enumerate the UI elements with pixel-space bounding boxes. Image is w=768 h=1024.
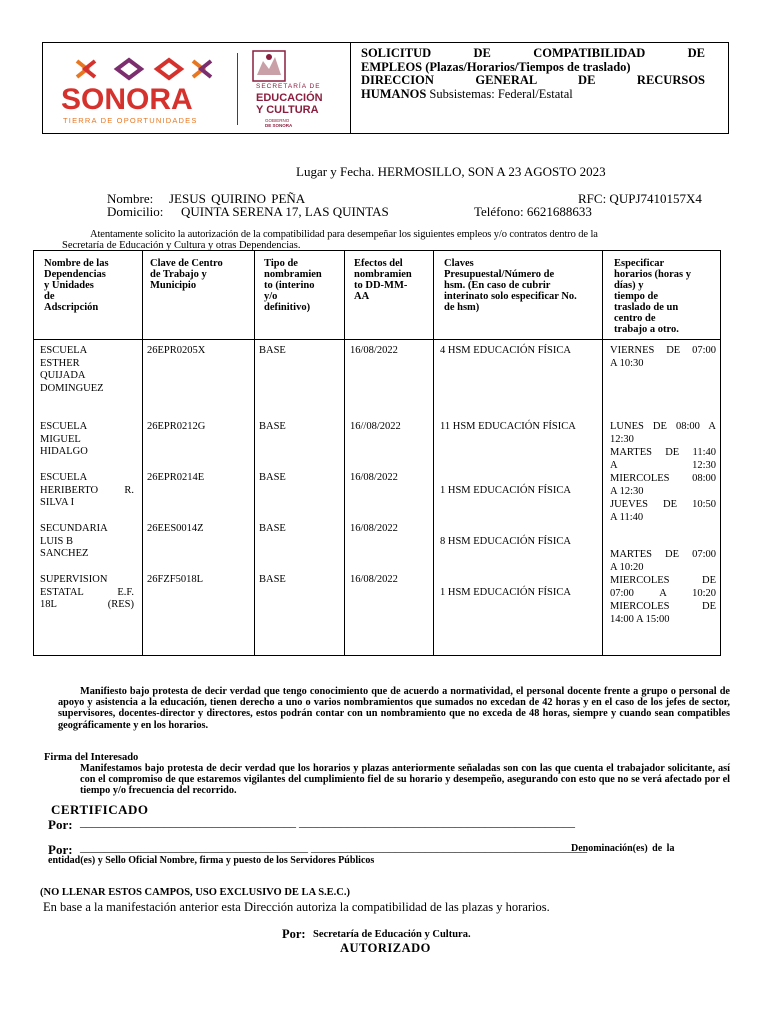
table-cell-hsm: 11 HSM EDUCACIÓN FÍSICA — [440, 421, 576, 432]
rfc: RFC: QUPJ7410157X4 — [578, 191, 702, 206]
no-llenar-notice: (NO LLENAR ESTOS CAMPOS, USO EXCLUSIVO DE LA S.E.C.) — [40, 887, 350, 898]
table-cell-tipo: BASE — [259, 472, 286, 483]
table-cell-efectos: 16/08/2022 — [350, 345, 398, 356]
dependencia-line: ESCUELA — [40, 345, 88, 356]
logo-divider — [237, 53, 238, 125]
signature-line-1: ____________________________________ ______________________________________________ — [80, 815, 575, 829]
dependencia-line: ESCUELA — [40, 421, 88, 432]
header-claves-presupuestal — [444, 258, 594, 313]
horario-line: MIERCOLES 08:00 — [610, 473, 716, 484]
dependencia-line: ESCUELA — [40, 472, 88, 483]
table-cell-clave: 26EPR0205X — [147, 345, 206, 356]
domicilio-value: QUINTA SERENA 17, LAS QUINTAS — [181, 204, 389, 219]
title-subsistemas: Subsistemas: Federal/Estatal — [426, 86, 573, 101]
document-title — [361, 47, 705, 101]
header-line: tiempo de — [614, 291, 659, 302]
header-line: trabajo a otro. — [614, 324, 679, 335]
dependencia-line: ESTATAL E.F. — [40, 586, 134, 598]
horario-line: LUNES DE 08:00 A — [610, 421, 716, 432]
horario-line: A 10:30 — [610, 358, 644, 369]
header-line: to DD-MM- — [354, 280, 408, 291]
employment-table — [33, 250, 721, 656]
denominacion-line-1: Denominación(es) de la — [571, 843, 675, 854]
sonora-logo — [59, 53, 234, 127]
horario-line: MIERCOLES DE — [610, 601, 716, 612]
domicilio-label: Domicilio: — [107, 204, 164, 219]
header-line: nombramien — [264, 269, 322, 280]
header-clave — [150, 258, 246, 291]
header-line: de Trabajo y — [150, 269, 207, 280]
header-line: Especificar — [614, 258, 665, 269]
logo-cell — [43, 43, 351, 133]
sec-line2: EDUCACIÓN — [256, 92, 323, 104]
certificado-label: CERTIFICADO — [51, 802, 149, 817]
dependencia-line: SANCHEZ — [40, 548, 89, 559]
autoriza-text: En base a la manifestación anterior esta Dirección autoriza la compatibilidad de las plazas y horarios. — [43, 900, 550, 914]
horario-line: A 12:30 — [610, 486, 644, 497]
dependencia-line: MIGUEL — [40, 433, 81, 445]
title-line-2: EMPLEOS (Plazas/Horarios/Tiempos de traslado) — [361, 59, 631, 74]
gov-line2: DE SONORA — [265, 123, 293, 128]
horario-line: A 10:20 — [610, 562, 644, 573]
header-line: de hsm) — [444, 302, 480, 313]
header-line: Efectos del — [354, 258, 403, 269]
dependencia-line: LUIS B — [40, 535, 73, 547]
table-cell-hsm: 1 HSM EDUCACIÓN FÍSICA — [440, 485, 571, 496]
dependencia-line: ESTHER — [40, 357, 80, 369]
table-cell-hsm: 8 HSM EDUCACIÓN FÍSICA — [440, 536, 571, 547]
header-efectos — [354, 258, 426, 302]
table-row-dependencia — [40, 574, 134, 612]
gov-line1: GOBIERNO — [265, 118, 290, 123]
table-cell-clave: 26EES0014Z — [147, 523, 204, 534]
header-line: definitivo) — [264, 302, 311, 313]
table-cell-efectos: 16/08/2022 — [350, 574, 398, 585]
header-line: Presupuestal/Número de — [444, 269, 555, 280]
header-tipo — [264, 258, 336, 313]
table-row-dependencia — [40, 472, 134, 510]
header-line: nombramien — [354, 269, 412, 280]
manifiesto-text: Manifiesto bajo protesta de decir verdad que tengo conocimiento que de acuerdo a normatividad, el personal docente frente a grupo o personal de apoyo y asistencia a la educación, tienen derecho a uno o varios nombramientos que sumados no excedan de 42 horas y en el caso de los jefes de sector, supervisores, docentes-director y directores, estos podrán contar con un nombramiento que no exceda de 48 horas, siempre y cuando sean compatibles geográficamente y en los horarios. — [58, 686, 730, 731]
manifestamos-text: Manifestamos bajo protesta de decir verdad que los horarios y plazas anteriormente señaladas son con las que cuenta el trabajador solicitante, así con el compromiso de que estaremos vigilantes del cumplimiento fiel de su horario y desempeño, asegurando con esto que no se verá afectado por el tiempo y/o frecuencia del recorrido. — [80, 763, 730, 797]
header-line: y/o — [264, 291, 278, 302]
header-line: Nombre de las — [44, 258, 109, 269]
dependencia-line: SILVA I — [40, 497, 75, 508]
header-line: centro de — [614, 313, 656, 324]
title-humanos: HUMANOS — [361, 86, 427, 101]
table-cell-tipo: BASE — [259, 345, 286, 356]
table-cell-efectos: 16/08/2022 — [350, 472, 398, 483]
table-cell-hsm: 4 HSM EDUCACIÓN FÍSICA — [440, 345, 571, 356]
denominacion-line-2: entidad(es) y Sello Oficial Nombre, firma y puesto de los Servidores Públicos — [48, 855, 375, 866]
header-line: Tipo de — [264, 258, 298, 269]
por-sec-label: Por: — [282, 927, 306, 941]
por-label-1: Por: — [48, 817, 73, 832]
header-line: Adscripción — [44, 302, 99, 313]
table-cell-tipo: BASE — [259, 421, 286, 432]
table-cell-hsm: 1 HSM EDUCACIÓN FÍSICA — [440, 587, 571, 598]
horario-line: 07:00 A 10:20 — [610, 588, 716, 599]
title-line-4 — [361, 88, 705, 102]
header-line: y Unidades — [44, 280, 94, 291]
header-horarios — [614, 258, 714, 335]
horario-line: MARTES DE 11:40 — [610, 447, 716, 458]
dependencia-line: DOMINGUEZ — [40, 382, 104, 394]
table-cell-tipo: BASE — [259, 523, 286, 534]
dependencia-line: HERIBERTO R. — [40, 484, 134, 496]
nombre-value: JESUS QUIRINO PEÑA — [169, 191, 306, 206]
nombre-label: Nombre: — [107, 191, 154, 206]
header-box — [42, 42, 729, 134]
sec-line3: Y CULTURA — [256, 104, 319, 116]
svg-text:SONORA: SONORA — [61, 83, 193, 116]
header-line: traslado de un — [614, 302, 679, 313]
horario-line: 14:00 A 15:00 — [610, 614, 670, 625]
dependencia-line: HIDALGO — [40, 446, 88, 457]
header-line: AA — [354, 291, 370, 302]
table-row-dependencia — [40, 345, 134, 395]
table-row-dependencia — [40, 421, 134, 459]
intro-line-2: Secretaría de Educación y Cultura y otras Dependencias. — [62, 240, 301, 251]
por-sec-value: Secretaría de Educación y Cultura. — [313, 929, 471, 940]
horario-line: VIERNES DE 07:00 — [610, 345, 716, 356]
header-line: hsm. (En caso de cubrir — [444, 280, 551, 291]
header-line: Dependencias — [44, 269, 106, 280]
table-cell-clave: 26EPR0214E — [147, 472, 205, 483]
horario-line: 12:30 — [610, 434, 634, 445]
signature-line-2: ______________________________________ ______________________________________________ — [80, 840, 587, 854]
horario-line: MARTES DE 07:00 — [610, 549, 716, 560]
sec-line1: SECRETARÍA DE — [256, 83, 321, 90]
horario-line: A 12:30 — [610, 460, 716, 471]
firma-label: Firma del Interesado — [44, 752, 139, 763]
place-date: Lugar y Fecha. HERMOSILLO, SON A 23 AGOSTO 2023 — [296, 164, 606, 179]
header-line: interinato solo especificar No. — [444, 291, 577, 302]
table-cell-clave: 26FZF5018L — [147, 574, 204, 585]
title-line-3: DIRECCION GENERAL DE RECURSOS — [361, 73, 705, 87]
intro-line-1: Atentamente solicito la autorización de la compatibilidad para desempeñar los siguientes empleos y/o contratos dentro de la — [90, 229, 598, 240]
header-line: to (interino — [264, 280, 315, 291]
header-line: Clave de Centro — [150, 258, 223, 269]
table-cell-efectos: 16/08/2022 — [350, 523, 398, 534]
table-cell-clave: 26EPR0212G — [147, 421, 206, 432]
por-label-2: Por: — [48, 842, 73, 857]
horario-line: A 11:40 — [610, 512, 644, 523]
table-cell-efectos: 16//08/2022 — [350, 421, 401, 432]
header-line: de — [44, 291, 55, 302]
horario-line: JUEVES DE 10:50 — [610, 499, 716, 510]
header-line: Claves — [444, 258, 474, 269]
dependencia-line: 18L (RES) — [40, 599, 134, 610]
header-line: días) y — [614, 280, 644, 291]
sec-seal-icon — [249, 49, 289, 83]
title-line-1: SOLICITUD DE COMPATIBILIDAD DE — [361, 46, 705, 60]
horario-line: MIERCOLES DE — [610, 575, 716, 586]
table-cell-tipo: BASE — [259, 574, 286, 585]
svg-text:TIERRA DE OPORTUNIDADES: TIERRA DE OPORTUNIDADES — [63, 116, 198, 125]
dependencia-line: QUIJADA — [40, 370, 86, 381]
header-dependencias — [44, 258, 132, 313]
dependencia-line: SUPERVISION — [40, 574, 108, 585]
header-line: horarios (horas y — [614, 269, 691, 280]
autorizado-label: AUTORIZADO — [340, 941, 431, 955]
dependencia-line: SECUNDARIA — [40, 523, 108, 534]
header-line: Municipio — [150, 280, 197, 291]
table-row-dependencia — [40, 523, 134, 561]
telefono: Teléfono: 6621688633 — [474, 204, 592, 219]
